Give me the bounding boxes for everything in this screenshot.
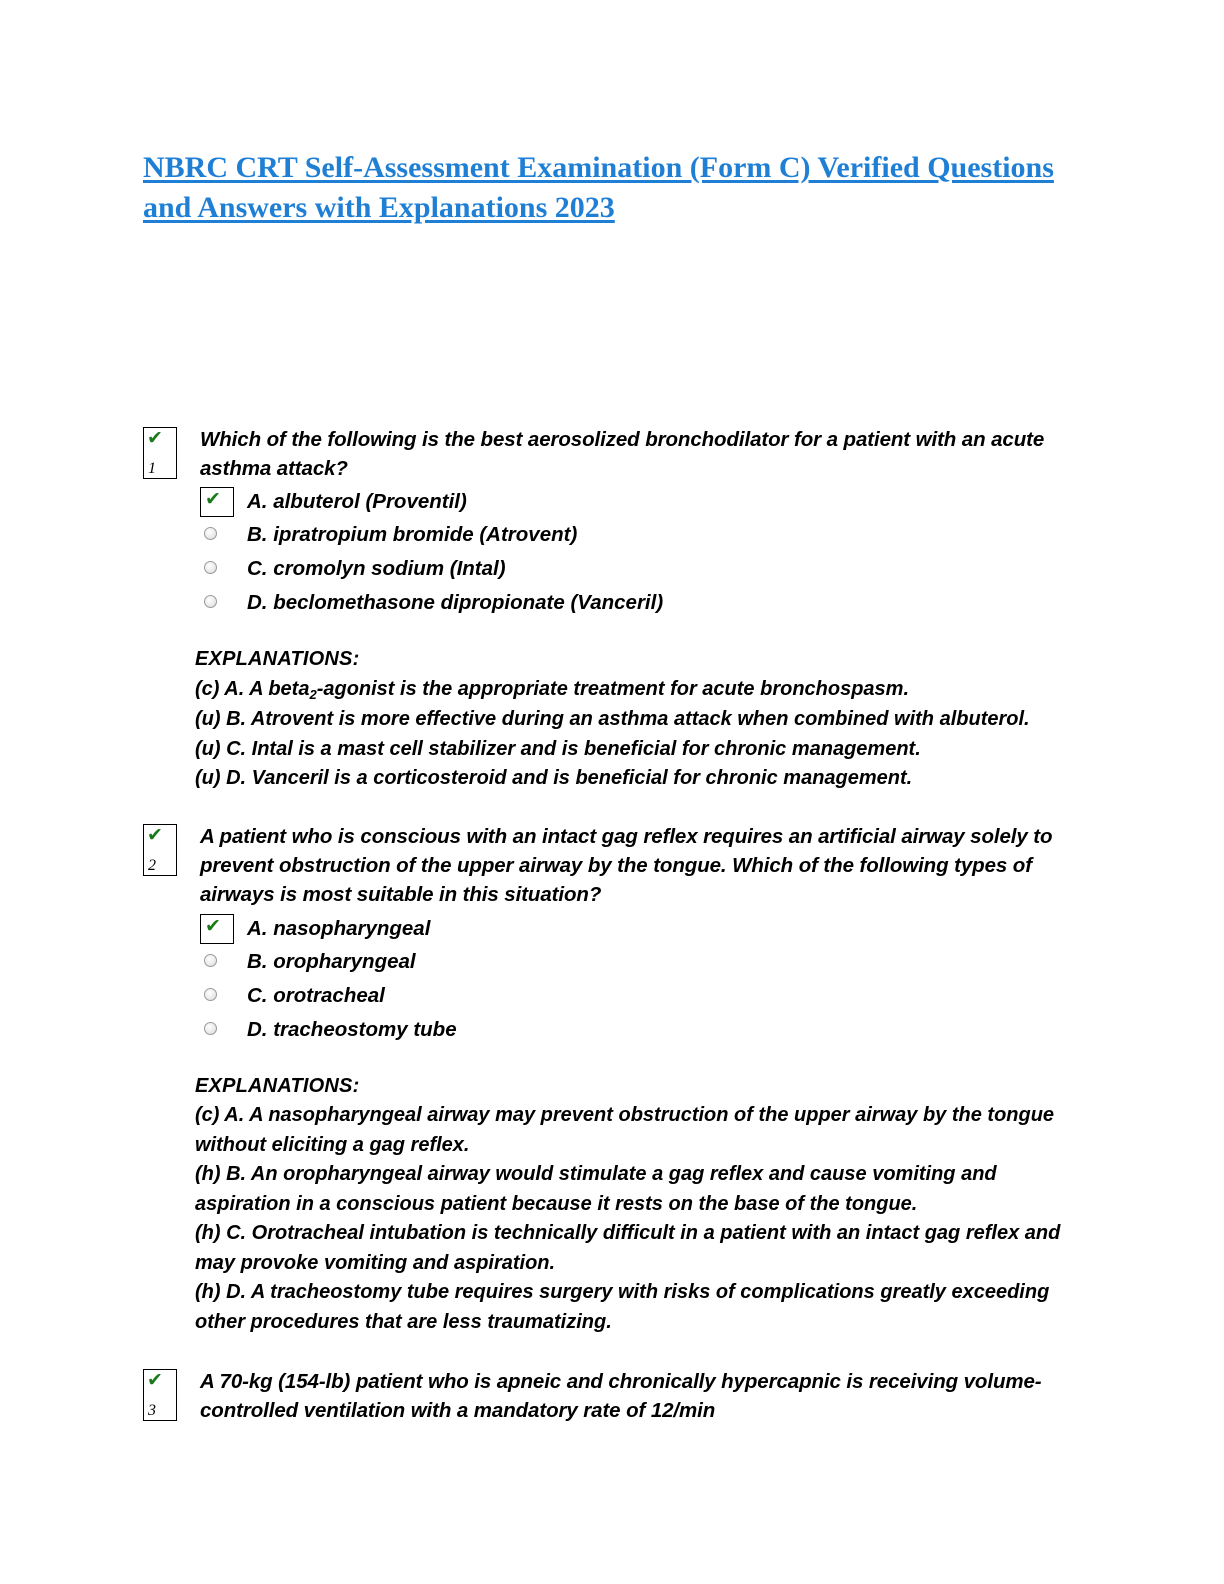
check-icon: ✔ (147, 428, 163, 449)
question-block (143, 822, 1088, 1338)
choice-option[interactable] (200, 555, 1088, 589)
radio-icon[interactable] (204, 595, 217, 608)
question-stem: A 70-kg (154-lb) patient who is apneic and chronically hypercapnic is receiving volume-controlled ventilation with a mandatory rate of 12/min (200, 1370, 1042, 1422)
radio-icon[interactable] (204, 527, 217, 540)
question-header (143, 425, 1088, 483)
question-stem: Which of the following is the best aerosolized bronchodilator for a patient with an acute asthma attack? (200, 428, 1045, 480)
page-title: NBRC CRT Self-Assessment Examination (Form C) Verified Questions and Answers with Explanations 2023 (143, 151, 1054, 224)
radio-icon[interactable] (204, 1022, 217, 1035)
choice-label: A. albuterol (Proventil) (247, 490, 467, 513)
question-header (143, 822, 1088, 910)
question-header (143, 1367, 1088, 1425)
checkbox-checked[interactable] (200, 487, 234, 517)
choice-label: C. cromolyn sodium (Intal) (247, 557, 506, 580)
choice-label: D. beclomethasone dipropionate (Vanceril) (247, 591, 664, 614)
explanations-heading: EXPLANATIONS: (195, 648, 360, 670)
question-block (143, 425, 1088, 794)
radio-icon[interactable] (204, 561, 217, 574)
radio-icon[interactable] (204, 954, 217, 967)
explanation-line: (u) B. Atrovent is more effective during an asthma attack when combined with albuterol. (195, 708, 1030, 730)
check-icon: ✔ (205, 489, 221, 510)
question-marker (143, 1369, 177, 1421)
choice-label: B. oropharyngeal (247, 949, 416, 973)
explanations-block (195, 645, 1088, 794)
choice-option[interactable] (200, 982, 1088, 1016)
question-marker (143, 427, 177, 479)
choice-list (143, 914, 1088, 1050)
choice-label: D. tracheostomy tube (247, 1017, 457, 1041)
questions-container (143, 425, 1088, 1451)
explanation-line: (c) A. A beta$_2$-agonist is the appropriate treatment for acute bronchospasm. (195, 677, 910, 702)
question-stem: A patient who is conscious with an intact gag reflex requires an artificial airway solely to prevent obstruction of the upper airway by the tongue. Which of the following types of airways is most suitable in this situation? (200, 824, 1053, 906)
choice-option[interactable] (200, 914, 1088, 948)
explanation-line: (u) C. Intal is a mast cell stabilizer and is beneficial for chronic management. (195, 737, 921, 760)
explanation-line: (c) A. A nasopharyngeal airway may prevent obstruction of the upper airway by the tongue without eliciting a gag reflex. (195, 1104, 1055, 1156)
check-icon: ✔ (147, 824, 163, 846)
check-icon: ✔ (147, 1370, 163, 1391)
question-number: 3 (148, 1402, 156, 1419)
explanation-line: (h) C. Orotracheal intubation is technically difficult in a patient with an intact gag reflex and may provoke vomiting and aspiration. (195, 1222, 1061, 1274)
choice-option[interactable] (200, 487, 1088, 521)
check-icon: ✔ (205, 915, 221, 937)
choice-label: A. nasopharyngeal (247, 916, 431, 940)
question-marker (143, 824, 177, 876)
choice-option[interactable] (200, 521, 1088, 555)
choice-label: B. ipratropium bromide (Atrovent) (247, 523, 578, 546)
explanation-line: (h) B. An oropharyngeal airway would stimulate a gag reflex and cause vomiting and aspiration in a conscious patient because it rests on the base of the tongue. (195, 1163, 997, 1215)
question-number: 2 (148, 856, 156, 874)
choice-label: C. orotracheal (247, 983, 385, 1007)
choice-option[interactable] (200, 1016, 1088, 1050)
choice-list (143, 487, 1088, 623)
question-block (143, 1367, 1088, 1425)
question-number: 1 (148, 460, 156, 477)
explanations-block (195, 1072, 1088, 1338)
explanation-line: (h) D. A tracheostomy tube requires surgery with risks of complications greatly exceeding other procedures that are less traumatizing. (195, 1281, 1050, 1333)
explanation-line: (u) D. Vanceril is a corticosteroid and is beneficial for chronic management. (195, 767, 913, 789)
checkbox-checked[interactable] (200, 914, 234, 944)
radio-icon[interactable] (204, 988, 217, 1001)
explanations-heading: EXPLANATIONS: (195, 1074, 360, 1097)
choice-option[interactable] (200, 948, 1088, 982)
choice-option[interactable] (200, 589, 1088, 623)
